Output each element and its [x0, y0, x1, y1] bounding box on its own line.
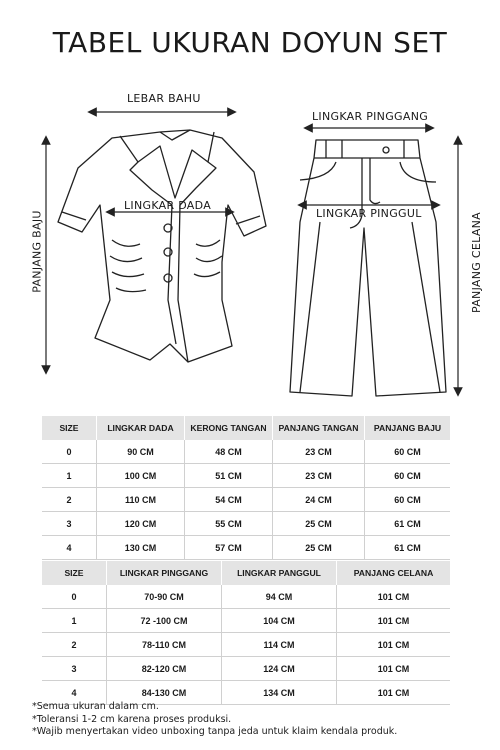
table-cell: 3: [42, 657, 107, 681]
table-cell: 2: [42, 633, 107, 657]
column-header: PANJANG TANGAN: [273, 416, 365, 440]
table-cell: 78-110 CM: [107, 633, 222, 657]
panjang-baju-label: PANJANG BAJU: [30, 210, 44, 293]
column-header: PANJANG BAJU: [365, 416, 450, 440]
table-cell: 124 CM: [222, 657, 337, 681]
table-cell: 114 CM: [222, 633, 337, 657]
table-cell: 60 CM: [365, 464, 450, 488]
table-cell: 101 CM: [337, 633, 450, 657]
panjang-celana-label: PANJANG CELANA: [470, 212, 483, 313]
table-cell: 70-90 CM: [107, 585, 222, 609]
table-cell: 25 CM: [273, 536, 365, 560]
lingkar-pinggul-label: LINGKAR PINGGUL: [316, 207, 422, 220]
table-cell: 51 CM: [185, 464, 273, 488]
table-row: [42, 585, 450, 609]
table-cell: 72 -100 CM: [107, 609, 222, 633]
table-cell: 94 CM: [222, 585, 337, 609]
table-cell: 0: [42, 440, 97, 464]
table-cell: 60 CM: [365, 488, 450, 512]
footnotes: [32, 701, 397, 739]
table-cell: 55 CM: [185, 512, 273, 536]
shirt-outline: [58, 130, 266, 362]
lebar-bahu-label: LEBAR BAHU: [127, 92, 201, 105]
table-cell: 104 CM: [222, 609, 337, 633]
table-cell: 61 CM: [365, 512, 450, 536]
table-cell: 101 CM: [337, 657, 450, 681]
column-header: LINGKAR PANGGUL: [222, 561, 337, 585]
table-cell: 84-130 CM: [107, 681, 222, 705]
table-cell: 4: [42, 536, 97, 560]
table-cell: 24 CM: [273, 488, 365, 512]
table-row: [42, 609, 450, 633]
table-cell: 130 CM: [97, 536, 185, 560]
table-cell: 61 CM: [365, 536, 450, 560]
table-cell: 101 CM: [337, 609, 450, 633]
column-header: LINGKAR DADA: [97, 416, 185, 440]
table-header-row: [42, 561, 450, 585]
table-cell: 2: [42, 488, 97, 512]
table-row: [42, 512, 450, 536]
table-cell: 57 CM: [185, 536, 273, 560]
page-title: TABEL UKURAN DOYUN SET: [52, 26, 448, 59]
column-header: SIZE: [42, 416, 97, 440]
table-cell: 120 CM: [97, 512, 185, 536]
table-row: [42, 440, 450, 464]
table-cell: 1: [42, 464, 97, 488]
lingkar-dada-label: LINGKAR DADA: [124, 199, 212, 212]
table-row: [42, 657, 450, 681]
column-header: LINGKAR PINGGANG: [107, 561, 222, 585]
table-cell: 23 CM: [273, 464, 365, 488]
table-cell: 110 CM: [97, 488, 185, 512]
footnote: *Toleransi 1-2 cm karena proses produksi.: [32, 713, 232, 725]
table-cell: 101 CM: [337, 585, 450, 609]
table-cell: 101 CM: [337, 681, 450, 705]
table-cell: 3: [42, 512, 97, 536]
table-cell: 0: [42, 585, 107, 609]
column-header: PANJANG CELANA: [337, 561, 450, 585]
table-row: [42, 464, 450, 488]
column-header: SIZE: [42, 561, 107, 585]
table-cell: 100 CM: [97, 464, 185, 488]
table-row: [42, 536, 450, 560]
table-cell: 23 CM: [273, 440, 365, 464]
table-cell: 25 CM: [273, 512, 365, 536]
table-cell: 1: [42, 609, 107, 633]
table-row: [42, 633, 450, 657]
table-cell: 90 CM: [97, 440, 185, 464]
footnote: *Semua ukuran dalam cm.: [32, 701, 159, 712]
table-cell: 48 CM: [185, 440, 273, 464]
table-cell: 82-120 CM: [107, 657, 222, 681]
footnote: *Wajib menyertakan video unboxing tanpa jeda untuk klaim kendala produk.: [32, 726, 398, 737]
table-cell: 60 CM: [365, 440, 450, 464]
lingkar-pinggang-label: LINGKAR PINGGANG: [312, 110, 429, 123]
table-cell: 4: [42, 681, 107, 705]
column-header: KERONG TANGAN: [185, 416, 273, 440]
bottom-size-table: [42, 561, 450, 705]
top-size-table: [42, 416, 450, 560]
table-row: [42, 488, 450, 512]
table-cell: 134 CM: [222, 681, 337, 705]
table-header-row: [42, 416, 450, 440]
table-cell: 54 CM: [185, 488, 273, 512]
